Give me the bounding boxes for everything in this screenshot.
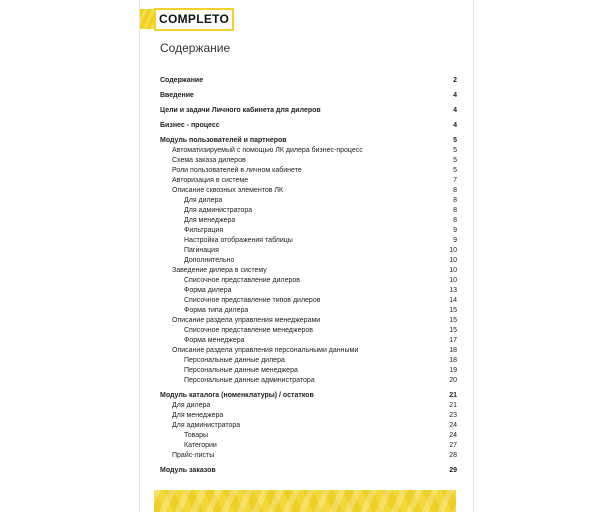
toc-entry-page: 4 xyxy=(453,122,457,129)
toc-entry-title: Настройка отображения таблицы xyxy=(184,237,293,244)
toc-entry-page: 10 xyxy=(449,277,457,284)
toc-entry-page: 24 xyxy=(449,422,457,429)
toc-entry-title: Описание раздела управления менеджерами xyxy=(172,317,321,324)
toc-entry-title: Описание сквозных элементов ЛК xyxy=(172,187,284,194)
toc-entry-title: Товары xyxy=(184,432,209,439)
toc-entry-title: Введение xyxy=(160,92,194,99)
toc-entry-title: Для менеджера xyxy=(172,412,224,419)
toc-entry-title: Списочное представление типов дилеров xyxy=(184,297,321,304)
toc-entry[interactable] xyxy=(160,441,457,451)
toc-entry-page: 8 xyxy=(453,197,457,204)
toc-entry[interactable] xyxy=(160,376,457,386)
toc-entry[interactable] xyxy=(160,451,457,461)
document-page xyxy=(140,0,473,512)
toc-entry-page: 5 xyxy=(453,157,457,164)
toc-entry-title: Модуль каталога (номенклатуры) / остатков xyxy=(160,392,314,399)
toc-entry-title: Форма дилера xyxy=(184,287,232,294)
toc-entry-title: Для дилера xyxy=(184,197,223,204)
toc-entry-page: 21 xyxy=(449,402,457,409)
toc-entry-page: 20 xyxy=(449,377,457,384)
toc-entry-title: Форма менеджера xyxy=(184,337,245,344)
toc-entry-page: 15 xyxy=(449,327,457,334)
toc-entry[interactable] xyxy=(160,226,457,236)
toc-entry-page: 13 xyxy=(449,287,457,294)
toc-entry-title: Для администратора xyxy=(184,207,253,214)
toc-entry-page: 9 xyxy=(453,237,457,244)
toc-entry[interactable] xyxy=(160,121,457,131)
toc-entry-title: Схема заказа дилеров xyxy=(172,157,246,164)
toc-entry-page: 4 xyxy=(453,92,457,99)
toc-entry[interactable] xyxy=(160,326,457,336)
toc-entry-title: Персональные данные дилера xyxy=(184,357,285,364)
toc-entry-page: 15 xyxy=(449,317,457,324)
toc-entry[interactable] xyxy=(160,316,457,326)
toc-entry-page: 10 xyxy=(449,267,457,274)
toc-entry-page: 5 xyxy=(453,137,457,144)
toc-entry[interactable] xyxy=(160,176,457,186)
toc-entry[interactable] xyxy=(160,156,457,166)
toc-entry[interactable] xyxy=(160,266,457,276)
toc-entry[interactable] xyxy=(160,296,457,306)
toc-entry-title: Категории xyxy=(184,442,217,449)
footer-band xyxy=(154,490,456,512)
toc-entry-page: 8 xyxy=(453,187,457,194)
toc-entry-page: 18 xyxy=(449,347,457,354)
toc-entry-page: 14 xyxy=(449,297,457,304)
toc-entry[interactable] xyxy=(160,366,457,376)
toc-entry-page: 15 xyxy=(449,307,457,314)
toc-entry-title: Персональные данные администратора xyxy=(184,377,315,384)
toc-entry-page: 24 xyxy=(449,432,457,439)
page-edge-right xyxy=(473,0,474,512)
toc-entry[interactable] xyxy=(160,236,457,246)
toc-entry[interactable] xyxy=(160,401,457,411)
toc-entry[interactable] xyxy=(160,146,457,156)
toc-entry-page: 21 xyxy=(449,392,457,399)
toc-entry[interactable] xyxy=(160,196,457,206)
toc-entry-page: 8 xyxy=(453,207,457,214)
header-accent xyxy=(140,9,154,29)
toc-entry[interactable] xyxy=(160,216,457,226)
toc-entry-title: Модуль пользователей и партнеров xyxy=(160,137,287,144)
toc-entry-title: Дополнительно xyxy=(184,257,235,264)
toc-entry-title: Бизнес - процесс xyxy=(160,122,220,129)
toc-entry-title: Персональные данные менеджера xyxy=(184,367,298,374)
toc-entry[interactable] xyxy=(160,346,457,356)
toc-entry[interactable] xyxy=(160,286,457,296)
toc-entry[interactable] xyxy=(160,466,457,476)
toc-entry-title: Модуль заказов xyxy=(160,467,216,474)
toc-entry-title: Форма типа дилера xyxy=(184,307,249,314)
toc-entry-title: Фильтрация xyxy=(184,227,224,234)
toc-entry-title: Роли пользователей в личном кабинете xyxy=(172,167,302,174)
toc-entry-title: Списочное представление дилеров xyxy=(184,277,300,284)
toc-entry-title: Пагинация xyxy=(184,247,219,254)
logo: COMPLETO xyxy=(154,8,234,31)
toc-entry-title: Для дилера xyxy=(172,402,211,409)
toc-entry[interactable] xyxy=(160,336,457,346)
page-title: Содержание xyxy=(160,41,231,55)
toc-entry[interactable] xyxy=(160,391,457,401)
toc-entry-title: Цели и задачи Личного кабинета для дилеров xyxy=(160,107,321,114)
toc-entry[interactable] xyxy=(160,136,457,146)
toc-entry[interactable] xyxy=(160,411,457,421)
toc-entry[interactable] xyxy=(160,91,457,101)
toc-entry-page: 10 xyxy=(449,247,457,254)
toc-entry-page: 19 xyxy=(449,367,457,374)
toc-entry-page: 18 xyxy=(449,357,457,364)
toc-entry-title: Заведение дилера в систему xyxy=(172,267,267,274)
toc-entry[interactable] xyxy=(160,256,457,266)
toc-entry-page: 10 xyxy=(449,257,457,264)
toc-entry-page: 17 xyxy=(449,337,457,344)
table-of-contents xyxy=(160,76,457,476)
toc-entry[interactable] xyxy=(160,431,457,441)
toc-entry-title: Прайс-листы xyxy=(172,452,215,459)
toc-entry-title: Для менеджера xyxy=(184,217,236,224)
toc-entry[interactable] xyxy=(160,421,457,431)
toc-entry-page: 23 xyxy=(449,412,457,419)
toc-entry-page: 4 xyxy=(453,107,457,114)
toc-entry[interactable] xyxy=(160,276,457,286)
toc-entry[interactable] xyxy=(160,246,457,256)
toc-entry-title: Содержание xyxy=(160,77,204,84)
toc-entry-title: Описание раздела управления персональными данными xyxy=(172,347,359,354)
toc-entry-title: Для администратора xyxy=(172,422,241,429)
toc-entry-page: 9 xyxy=(453,227,457,234)
toc-entry[interactable] xyxy=(160,166,457,176)
toc-entry-page: 29 xyxy=(449,467,457,474)
toc-entry-title: Списочное представление менеджеров xyxy=(184,327,313,334)
toc-entry[interactable] xyxy=(160,306,457,316)
toc-entry-page: 7 xyxy=(453,177,457,184)
toc-entry-page: 5 xyxy=(453,167,457,174)
toc-entry-page: 28 xyxy=(449,452,457,459)
toc-entry[interactable] xyxy=(160,76,457,86)
toc-entry-page: 2 xyxy=(453,77,457,84)
toc-entry-page: 8 xyxy=(453,217,457,224)
toc-entry-page: 5 xyxy=(453,147,457,154)
toc-entry[interactable] xyxy=(160,106,457,116)
toc-entry-title: Авторизация в системе xyxy=(172,177,249,184)
toc-entry-page: 27 xyxy=(449,442,457,449)
toc-entry[interactable] xyxy=(160,356,457,366)
toc-entry[interactable] xyxy=(160,206,457,216)
toc-entry-title: Автоматизируемый с помощью ЛК дилера бизнес-процесс xyxy=(172,147,363,154)
toc-entry[interactable] xyxy=(160,186,457,196)
